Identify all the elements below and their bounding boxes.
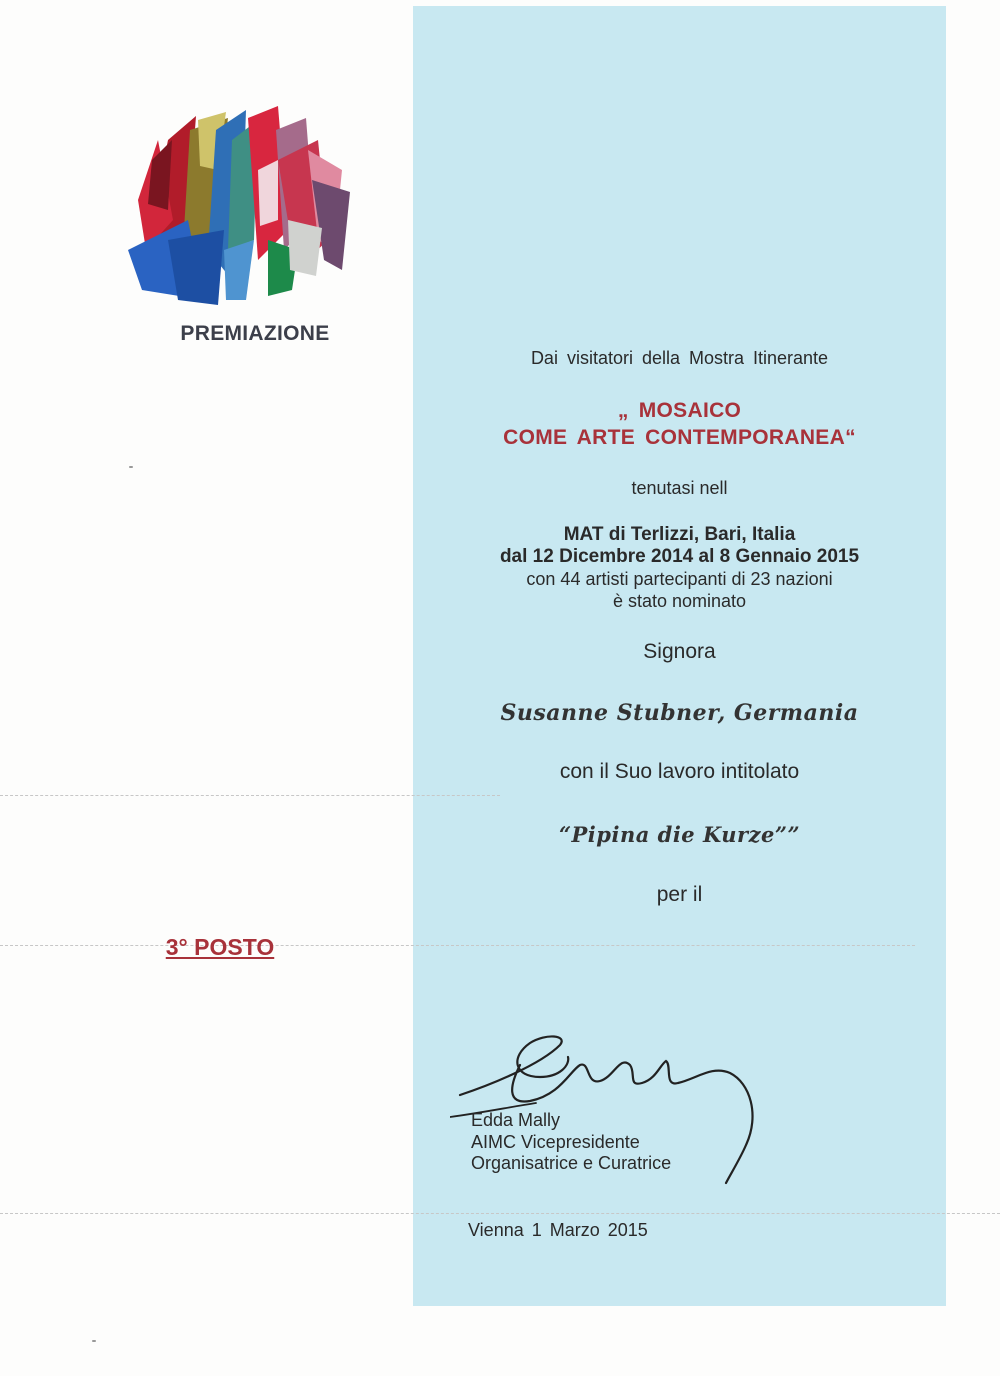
- scan-speck: [92, 1340, 96, 1342]
- exhibition-title-line2: COME ARTE CONTEMPORANEA“: [503, 426, 856, 449]
- award-heading: PREMIAZIONE: [180, 322, 330, 345]
- intro-line: Dai visitatori della Mostra Itinerante: [530, 348, 829, 368]
- venue-line: MAT di Terlizzi, Bari, Italia: [563, 524, 796, 545]
- fold-line-top: [0, 795, 500, 796]
- scan-speck: [129, 466, 133, 468]
- exhibition-title-line1: „ MOSAICO: [617, 399, 742, 422]
- signatory-role: AIMC Vicepresidente: [471, 1131, 640, 1152]
- signature-text: Edda Mally: [450, 1025, 455, 1026]
- nominated-line: è stato nominato: [612, 591, 747, 611]
- place-ranking: 3° POSTO: [165, 934, 275, 960]
- held-in-line: tenutasi nell: [631, 478, 728, 498]
- recipient-name: Susanne Stubner, Germania: [500, 700, 859, 726]
- place-and-date: Vienna 1 Marzo 2015: [468, 1220, 648, 1240]
- salutation: Signora: [643, 640, 716, 663]
- dates-line: dal 12 Dicembre 2014 al 8 Gennaio 2015: [499, 546, 860, 567]
- signatory-name: Edda Mally: [471, 1110, 561, 1130]
- signatory-block: [471, 1110, 671, 1175]
- participants-line: con 44 artisti partecipanti di 23 nazioni: [526, 569, 833, 589]
- fold-line-bottom: [0, 1213, 1000, 1214]
- mosaic-logo: [128, 100, 352, 310]
- work-title: “Pipina die Kurze””: [558, 822, 801, 847]
- signatory-title: Organisatrice e Curatrice: [471, 1153, 672, 1173]
- work-intro-line: con il Suo lavoro intitolato: [559, 760, 800, 783]
- for-line: per il: [656, 883, 703, 906]
